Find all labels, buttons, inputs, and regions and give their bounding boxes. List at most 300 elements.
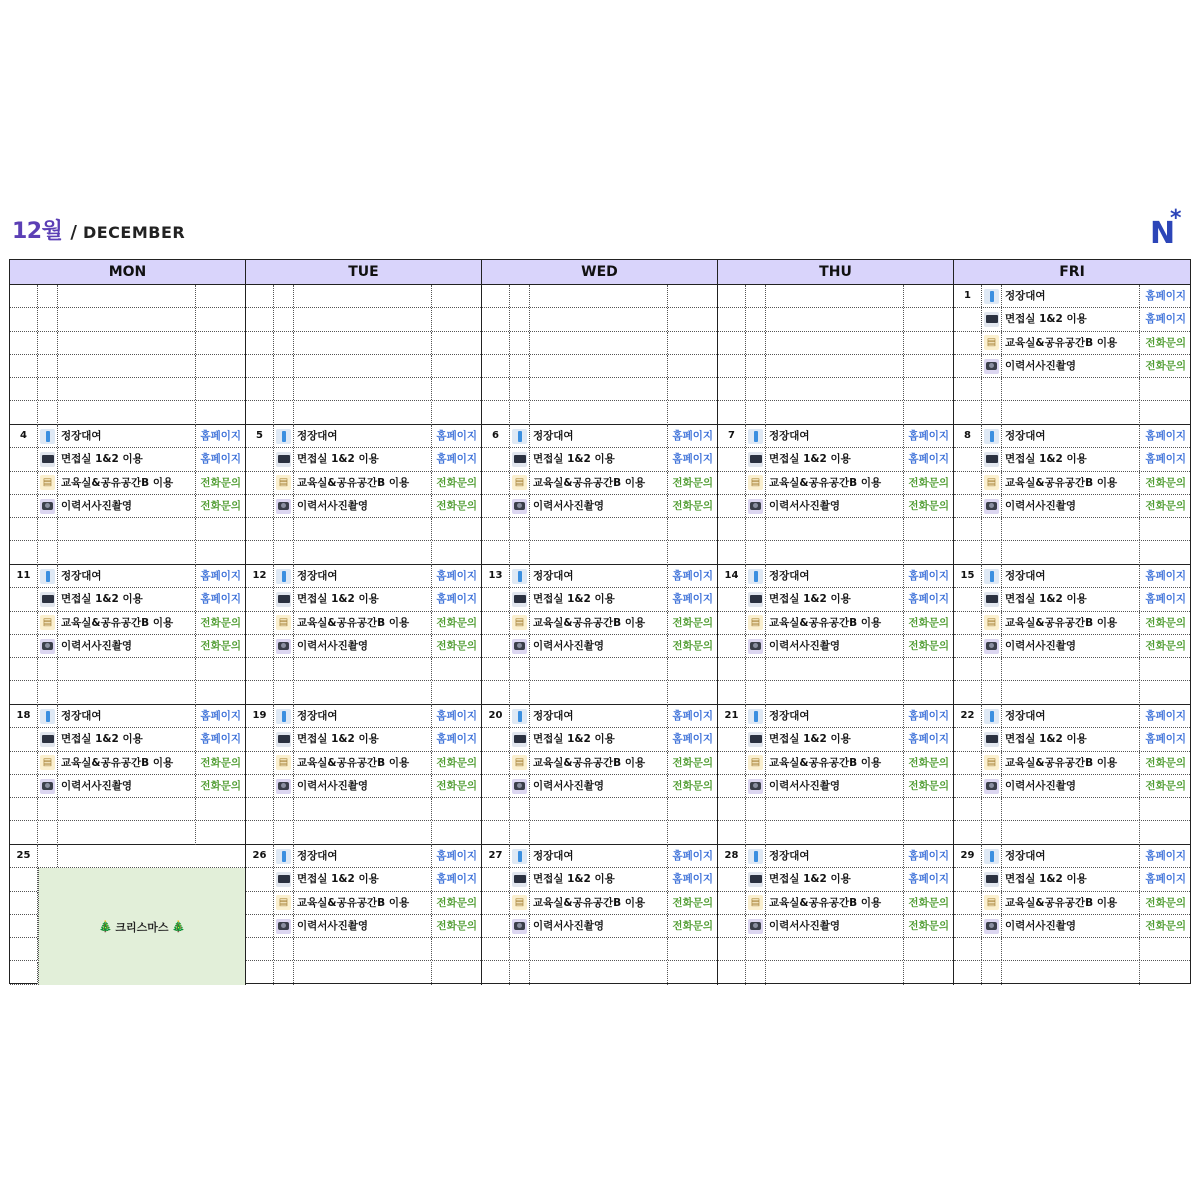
slot-row: [482, 472, 717, 495]
date-number: [718, 332, 746, 354]
slot-name: 면접실 1&2 이용: [58, 588, 196, 610]
day-cell: [10, 705, 246, 845]
slot-row: [718, 962, 953, 985]
slot-link: [432, 658, 481, 680]
slot-link-button[interactable]: 홈페이지: [672, 430, 713, 442]
slot-name: 이력서사진촬영: [766, 915, 904, 937]
slot-link-button[interactable]: 홈페이지: [908, 873, 949, 886]
slot-link: [432, 355, 481, 377]
slot-link-button[interactable]: 전화문의: [908, 639, 949, 652]
slot-link-button[interactable]: 홈페이지: [908, 710, 949, 722]
date-number: [482, 752, 510, 774]
date-number: [718, 658, 746, 680]
slot-link-button[interactable]: 전화문의: [672, 756, 713, 769]
slot-row: [482, 798, 717, 821]
slot-link-button[interactable]: 홈페이지: [200, 593, 241, 606]
slot-link-button[interactable]: 전화문의: [908, 919, 949, 932]
camera-icon: [984, 639, 999, 654]
date-number: 13: [482, 565, 510, 587]
slot-link-button[interactable]: 전화문의: [1145, 779, 1186, 792]
slot-row: [246, 752, 481, 775]
slot-name: 면접실 1&2 이용: [530, 588, 668, 610]
slot-icon-cell: [38, 518, 58, 540]
slot-link: [432, 542, 481, 565]
slot-row: [718, 658, 953, 681]
slot-link-button[interactable]: 전화문의: [1145, 476, 1186, 489]
slot-icon-cell: [38, 775, 58, 797]
slot-link-button[interactable]: 전화문의: [908, 896, 949, 909]
slot-icon-cell: [982, 332, 1002, 354]
slot-row: [10, 402, 245, 425]
date-number: [482, 868, 510, 890]
slot-link-button[interactable]: 홈페이지: [436, 430, 477, 442]
date-number: [10, 915, 38, 937]
date-number: [718, 308, 746, 330]
slot-row: [482, 518, 717, 541]
date-number: 4: [10, 425, 38, 447]
slot-name: 교육실&공유공간B 이용: [294, 892, 432, 914]
date-number: [10, 355, 38, 377]
date-number: [246, 518, 274, 540]
monitor-icon: [40, 732, 55, 747]
camera-icon: [276, 919, 291, 934]
date-number: 27: [482, 845, 510, 867]
slot-icon-cell: [510, 565, 530, 587]
slot-icon-cell: [274, 402, 294, 425]
slot-icon-cell: [746, 705, 766, 727]
slot-link-button[interactable]: 전화문의: [908, 476, 949, 489]
slot-name: [1002, 798, 1140, 820]
day-cell: [10, 285, 246, 425]
slot-link-button[interactable]: 전화문의: [436, 896, 477, 909]
slot-link-button[interactable]: 홈페이지: [1145, 313, 1186, 326]
slot-link-button[interactable]: 전화문의: [200, 476, 241, 489]
slot-row: [246, 565, 481, 588]
slot-link: [1140, 682, 1190, 705]
slot-link-button[interactable]: 홈페이지: [672, 593, 713, 606]
slot-link-button[interactable]: 홈페이지: [672, 850, 713, 862]
slot-name: 면접실 1&2 이용: [766, 868, 904, 890]
slot-link-button[interactable]: 홈페이지: [908, 850, 949, 862]
slot-link-button[interactable]: 홈페이지: [200, 710, 241, 722]
monitor-icon: [40, 452, 55, 467]
date-number: [10, 938, 38, 960]
slot-name: [294, 822, 432, 845]
slot-link-button[interactable]: 홈페이지: [908, 453, 949, 466]
slot-row: [718, 682, 953, 705]
slot-name: [766, 332, 904, 354]
slot-link-button[interactable]: 전화문의: [1145, 896, 1186, 909]
slot-name: 교육실&공유공간B 이용: [530, 892, 668, 914]
slot-icon-cell: [274, 472, 294, 494]
slot-link-button[interactable]: 전화문의: [1145, 639, 1186, 652]
slot-link: [196, 308, 245, 330]
date-number: [718, 682, 746, 705]
slot-row: [246, 822, 481, 845]
slot-name: [294, 355, 432, 377]
slot-row: [246, 308, 481, 331]
monitor-icon: [276, 452, 291, 467]
slot-name: [294, 308, 432, 330]
slot-name: [58, 682, 196, 705]
slot-link-button[interactable]: 홈페이지: [1145, 593, 1186, 606]
slot-link: [1140, 658, 1190, 680]
slot-icon-cell: [746, 308, 766, 330]
date-number: [482, 378, 510, 400]
slot-row: [246, 892, 481, 915]
slot-row: [482, 285, 717, 308]
slot-link-button[interactable]: 홈페이지: [1145, 733, 1186, 746]
weekday-header: THU: [718, 260, 954, 285]
date-number: [718, 355, 746, 377]
slot-link-button[interactable]: 전화문의: [436, 779, 477, 792]
date-number: [10, 402, 38, 425]
slot-name: 이력서사진촬영: [294, 495, 432, 517]
slot-row: [718, 728, 953, 751]
book-icon: ▤: [748, 895, 763, 910]
date-number: [246, 752, 274, 774]
slot-link-button[interactable]: 전화문의: [200, 499, 241, 512]
slot-icon-cell: [982, 822, 1002, 845]
slot-icon-cell: [982, 378, 1002, 400]
slot-name: 이력서사진촬영: [530, 635, 668, 657]
slot-link-button[interactable]: 홈페이지: [200, 570, 241, 582]
slot-row: [246, 285, 481, 308]
date-number: [246, 962, 274, 985]
date-number: [954, 612, 982, 634]
slot-name: 면접실 1&2 이용: [294, 588, 432, 610]
slot-link-button[interactable]: 전화문의: [1145, 616, 1186, 629]
date-number: [246, 635, 274, 657]
book-icon: ▤: [748, 475, 763, 490]
slot-link-button[interactable]: 홈페이지: [436, 710, 477, 722]
monitor-icon: [512, 592, 527, 607]
slot-link-button[interactable]: 홈페이지: [672, 453, 713, 466]
slot-link-button[interactable]: 홈페이지: [672, 570, 713, 582]
slot-name: 정장대여: [1002, 565, 1140, 587]
slot-name: 정장대여: [530, 565, 668, 587]
slot-name: 교육실&공유공간B 이용: [1002, 752, 1140, 774]
slot-link-button[interactable]: 전화문의: [672, 779, 713, 792]
slot-row: [482, 845, 717, 868]
slot-link: [432, 518, 481, 540]
slot-link-button[interactable]: 전화문의: [908, 499, 949, 512]
slot-link: [196, 822, 245, 845]
date-number: [246, 402, 274, 425]
slot-link-button[interactable]: 전화문의: [436, 919, 477, 932]
slot-name: 정장대여: [58, 705, 196, 727]
slot-link-button[interactable]: 전화문의: [672, 499, 713, 512]
slot-row: [482, 682, 717, 705]
slot-link-button[interactable]: 전화문의: [1145, 336, 1186, 349]
slot-row: [10, 612, 245, 635]
slot-name: 이력서사진촬영: [530, 775, 668, 797]
slot-link-button[interactable]: 홈페이지: [436, 733, 477, 746]
date-number: [246, 938, 274, 960]
slot-row: [954, 588, 1190, 611]
slot-link: [432, 308, 481, 330]
date-number: 12: [246, 565, 274, 587]
slot-link: [668, 542, 717, 565]
slot-link-button[interactable]: 전화문의: [200, 756, 241, 769]
slot-link-button[interactable]: 홈페이지: [1145, 873, 1186, 886]
slot-link-button[interactable]: 홈페이지: [200, 430, 241, 442]
slot-icon-cell: [510, 798, 530, 820]
slot-name: [294, 542, 432, 565]
slot-row: [954, 565, 1190, 588]
slot-icon-cell: [38, 355, 58, 377]
suit-icon: [276, 849, 291, 864]
slot-name: 면접실 1&2 이용: [1002, 728, 1140, 750]
date-number: 5: [246, 425, 274, 447]
date-number: [482, 472, 510, 494]
camera-icon: [984, 499, 999, 514]
slot-link-button[interactable]: 전화문의: [436, 476, 477, 489]
slot-row: [482, 495, 717, 518]
slot-link: [904, 332, 953, 354]
slot-icon-cell: [982, 588, 1002, 610]
slot-name: [58, 518, 196, 540]
slot-link-button[interactable]: 전화문의: [672, 919, 713, 932]
slot-link-button[interactable]: 전화문의: [908, 616, 949, 629]
slot-icon-cell: [274, 565, 294, 587]
day-cell: [10, 425, 246, 565]
slot-link-button[interactable]: 홈페이지: [200, 453, 241, 466]
slot-icon-cell: [38, 542, 58, 565]
date-number: [482, 612, 510, 634]
slot-name: 이력서사진촬영: [1002, 495, 1140, 517]
slot-link-button[interactable]: 전화문의: [436, 616, 477, 629]
slot-link: [196, 332, 245, 354]
slot-link-button[interactable]: 홈페이지: [1145, 290, 1186, 302]
slot-icon-cell: [746, 798, 766, 820]
slot-link-button[interactable]: 전화문의: [1145, 756, 1186, 769]
slot-link-button[interactable]: 전화문의: [1145, 499, 1186, 512]
book-icon: ▤: [984, 335, 999, 350]
slot-link-button[interactable]: 전화문의: [672, 639, 713, 652]
day-cell: [718, 425, 954, 565]
date-number: [246, 868, 274, 890]
slot-row: [246, 845, 481, 868]
date-number: [10, 868, 38, 890]
slot-link-button[interactable]: 전화문의: [200, 639, 241, 652]
slot-name: 정장대여: [294, 425, 432, 447]
slot-link-button[interactable]: 홈페이지: [1145, 710, 1186, 722]
slot-row: [246, 962, 481, 985]
slot-link: [904, 518, 953, 540]
slot-icon-cell: [982, 518, 1002, 540]
slot-link-button[interactable]: 전화문의: [200, 616, 241, 629]
slot-name: 교육실&공유공간B 이용: [530, 612, 668, 634]
date-number: [954, 588, 982, 610]
slot-row: [246, 472, 481, 495]
slot-row: [954, 938, 1190, 961]
slot-link: [432, 798, 481, 820]
slot-name: 정장대여: [766, 425, 904, 447]
slot-icon-cell: [746, 402, 766, 425]
slot-icon-cell: [510, 868, 530, 890]
date-number: [718, 752, 746, 774]
slot-row: [482, 378, 717, 401]
slot-link-button[interactable]: 전화문의: [672, 896, 713, 909]
slot-row: [718, 798, 953, 821]
slot-link-button[interactable]: 전화문의: [1145, 919, 1186, 932]
slot-row: [954, 518, 1190, 541]
slot-link-button[interactable]: 홈페이지: [436, 453, 477, 466]
suit-icon: [276, 429, 291, 444]
slot-link-button[interactable]: 홈페이지: [200, 733, 241, 746]
slot-name: [530, 658, 668, 680]
slot-link-button[interactable]: 전화문의: [672, 476, 713, 489]
slot-row: [246, 868, 481, 891]
date-number: [954, 868, 982, 890]
slot-icon-cell: [38, 402, 58, 425]
slot-link-button[interactable]: 홈페이지: [436, 570, 477, 582]
slot-link-button[interactable]: 전화문의: [1145, 359, 1186, 372]
date-number: [246, 378, 274, 400]
slot-link-button[interactable]: 전화문의: [436, 756, 477, 769]
date-number: [718, 775, 746, 797]
slot-icon-cell: [746, 518, 766, 540]
slot-link-button[interactable]: 홈페이지: [1145, 570, 1186, 582]
slot-icon-cell: [510, 822, 530, 845]
slot-row: [246, 588, 481, 611]
slot-row: [954, 798, 1190, 821]
date-number: [246, 472, 274, 494]
slot-icon-cell: [510, 612, 530, 634]
slot-link-button[interactable]: 홈페이지: [1145, 850, 1186, 862]
date-number: [246, 658, 274, 680]
slot-name: 면접실 1&2 이용: [766, 588, 904, 610]
date-number: [718, 472, 746, 494]
slot-icon-cell: [274, 308, 294, 330]
date-number: [954, 402, 982, 425]
slot-icon-cell: [510, 285, 530, 307]
slot-link-button[interactable]: 홈페이지: [908, 570, 949, 582]
date-number: [954, 542, 982, 565]
slot-link: [1140, 378, 1190, 400]
slot-link-button[interactable]: 홈페이지: [908, 733, 949, 746]
slot-row: [10, 775, 245, 798]
slot-link: [196, 378, 245, 400]
slot-row: [954, 612, 1190, 635]
slot-name: [58, 355, 196, 377]
slot-name: [1002, 822, 1140, 845]
slot-icon-cell: [510, 378, 530, 400]
slot-row: [718, 495, 953, 518]
slot-icon-cell: [982, 962, 1002, 985]
slot-row: [482, 402, 717, 425]
date-number: [954, 332, 982, 354]
slot-link-button[interactable]: 전화문의: [436, 499, 477, 512]
weekday-header: FRI: [954, 260, 1190, 285]
slot-row: [954, 495, 1190, 518]
slot-icon-cell: [982, 448, 1002, 470]
slot-icon-cell: [510, 518, 530, 540]
slot-icon-cell: [274, 775, 294, 797]
slot-name: 이력서사진촬영: [530, 495, 668, 517]
date-number: [10, 448, 38, 470]
date-number: [718, 518, 746, 540]
slot-link-button[interactable]: 전화문의: [908, 756, 949, 769]
slot-link-button[interactable]: 홈페이지: [436, 593, 477, 606]
slot-link-button[interactable]: 홈페이지: [908, 593, 949, 606]
slot-link-button[interactable]: 홈페이지: [436, 850, 477, 862]
slot-link-button[interactable]: 전화문의: [436, 639, 477, 652]
date-number: [246, 915, 274, 937]
camera-icon: [276, 499, 291, 514]
slot-row: [482, 448, 717, 471]
slot-icon-cell: [982, 658, 1002, 680]
slot-name: [58, 822, 196, 845]
weekday-header: MON: [10, 260, 246, 285]
slot-link: [668, 798, 717, 820]
slot-icon-cell: [274, 518, 294, 540]
slot-icon-cell: [746, 472, 766, 494]
slot-name: 정장대여: [530, 425, 668, 447]
slot-row: [718, 378, 953, 401]
date-number: [482, 448, 510, 470]
slot-name: 이력서사진촬영: [530, 915, 668, 937]
slot-link-button[interactable]: 전화문의: [672, 616, 713, 629]
slot-icon-cell: [982, 892, 1002, 914]
date-number: [482, 402, 510, 425]
slot-link-button[interactable]: 전화문의: [908, 779, 949, 792]
date-number: [10, 518, 38, 540]
slot-name: 이력서사진촬영: [294, 775, 432, 797]
date-number: [482, 285, 510, 307]
slot-link-button[interactable]: 홈페이지: [1145, 453, 1186, 466]
weekday-header: WED: [482, 260, 718, 285]
slot-name: [766, 308, 904, 330]
slot-link-button[interactable]: 홈페이지: [908, 430, 949, 442]
slot-row: [10, 332, 245, 355]
logo-star: *: [1170, 206, 1182, 231]
slot-row: [10, 355, 245, 378]
camera-icon: [748, 779, 763, 794]
slot-name: 이력서사진촬영: [1002, 635, 1140, 657]
slot-row: [954, 845, 1190, 868]
slot-name: [530, 285, 668, 307]
slot-link: [904, 682, 953, 705]
slot-link-button[interactable]: 홈페이지: [436, 873, 477, 886]
day-cell: [246, 285, 482, 425]
slot-link-button[interactable]: 홈페이지: [1145, 430, 1186, 442]
slot-row: [718, 285, 953, 308]
slot-icon-cell: [510, 728, 530, 750]
date-number: 8: [954, 425, 982, 447]
slot-name: 정장대여: [766, 565, 904, 587]
slot-link-button[interactable]: 홈페이지: [672, 733, 713, 746]
slot-name: [530, 518, 668, 540]
book-icon: ▤: [748, 755, 763, 770]
slot-name: [294, 682, 432, 705]
slot-icon-cell: [38, 752, 58, 774]
slot-link-button[interactable]: 전화문의: [200, 779, 241, 792]
slot-row: [482, 542, 717, 565]
suit-icon: [512, 849, 527, 864]
slot-icon-cell: [982, 425, 1002, 447]
slot-link-button[interactable]: 홈페이지: [672, 873, 713, 886]
date-number: 1: [954, 285, 982, 307]
slot-link-button[interactable]: 홈페이지: [672, 710, 713, 722]
slot-row: [718, 518, 953, 541]
slot-icon-cell: [510, 682, 530, 705]
slot-name: [294, 518, 432, 540]
slot-name: [1002, 402, 1140, 425]
slot-name: 교육실&공유공간B 이용: [1002, 472, 1140, 494]
slot-name: 교육실&공유공간B 이용: [294, 612, 432, 634]
